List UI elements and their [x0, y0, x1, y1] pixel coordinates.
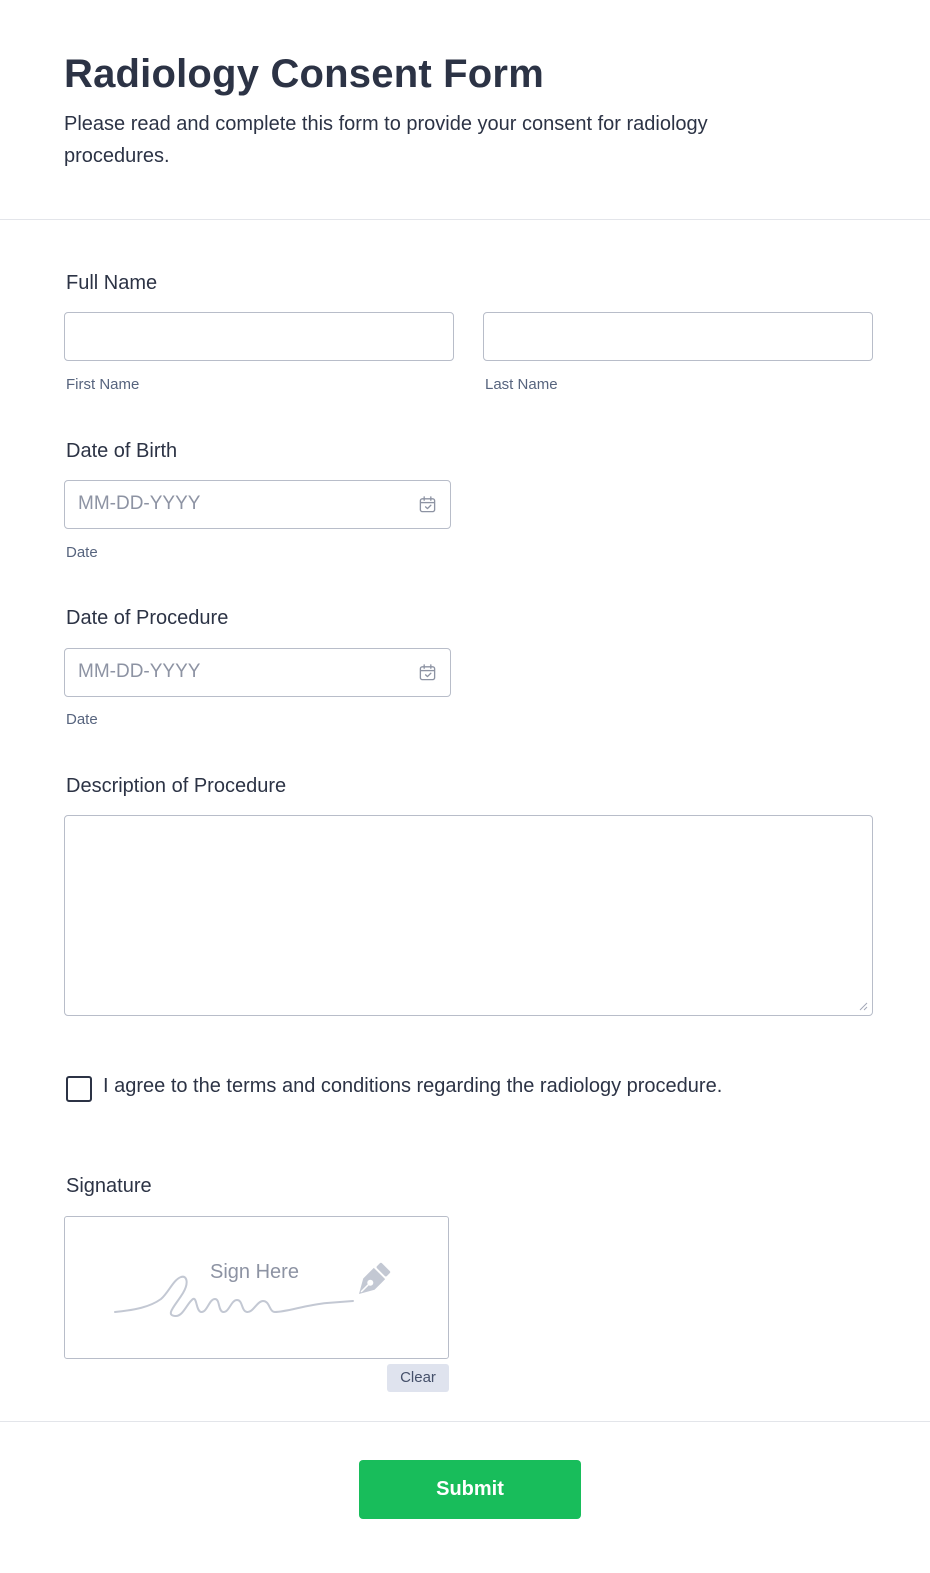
signature-label: Signature [66, 1175, 152, 1197]
form-title: Radiology Consent Form [64, 52, 544, 96]
full-name-label: Full Name [66, 272, 158, 294]
form-subtitle: Please read and complete this form to provide your consent for radiology procedures. [64, 113, 708, 167]
description-label: Description of Procedure [66, 775, 287, 797]
agreement-label[interactable]: I agree to the terms and conditions regarding the radiology procedure. [103, 1075, 723, 1097]
first-name-sublabel: First Name [66, 376, 140, 393]
header-divider [0, 219, 930, 220]
date-of-birth-input[interactable] [64, 480, 451, 529]
date-of-procedure-label: Date of Procedure [66, 607, 229, 629]
clear-signature-button[interactable]: Clear [387, 1364, 449, 1392]
agreement-checkbox[interactable] [66, 1076, 92, 1102]
date-of-birth-label: Date of Birth [66, 440, 178, 462]
last-name-sublabel: Last Name [485, 376, 558, 393]
signature-pad[interactable] [64, 1216, 449, 1359]
pen-icon [348, 1259, 394, 1305]
resize-grip-icon[interactable] [858, 1001, 868, 1011]
date-of-birth-placeholder: MM-DD-YYYY [78, 493, 201, 514]
submit-button[interactable]: Submit [359, 1460, 581, 1519]
date-of-birth-sublabel: Date [66, 544, 98, 561]
calendar-icon[interactable] [418, 495, 437, 514]
date-of-procedure-input[interactable] [64, 648, 451, 697]
last-name-input[interactable] [483, 312, 873, 361]
date-of-procedure-sublabel: Date [66, 711, 98, 728]
footer-divider [0, 1421, 930, 1422]
calendar-icon[interactable] [418, 663, 437, 682]
first-name-input[interactable] [64, 312, 454, 361]
sign-here-placeholder: Sign Here [210, 1261, 299, 1283]
date-of-procedure-placeholder: MM-DD-YYYY [78, 661, 201, 682]
description-textarea[interactable] [64, 815, 873, 1016]
